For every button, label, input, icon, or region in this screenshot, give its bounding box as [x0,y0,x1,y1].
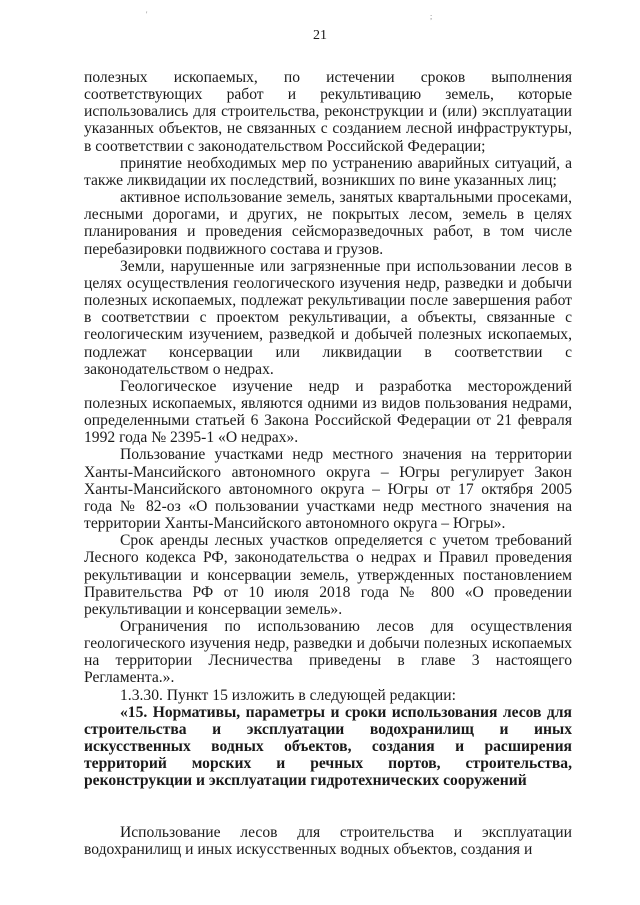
body-text [84,69,572,858]
paragraph: полезных ископаемых, по истечении сроков выполнения соответствующих работ и рекультивацию земель, которые использовались для строительства, реконструкции и (или) эксплуатации указанных объектов, не связанных с созданием лесной инфраструктуры, в соответствии с законодательством Российской Федерации; [84,69,572,155]
page-number: 21 [313,28,327,43]
scan-speck: ' [146,10,148,19]
paragraph: Пользование участками недр местного значения на территории Ханты-Мансийского автономного округа – Югры регулирует Закон Ханты-Мансийского автономного округа – Югры от 17 октября 2005 года № 82-оз «О пользовании участками недр местного значения на территории Ханты-Мансийского автономного округа – Югры». [84,446,572,533]
scan-speck: ; [430,12,433,21]
paragraph: Земли, нарушенные или загрязненные при использовании лесов в целях осуществления геологического изучения недр, разведки и добычи полезных ископаемых, подлежат рекультивации после завершения работ в соответствии с проектом рекультивации, а объекты, связанные с геологическим изучением, разведкой и добычей полезных ископаемых, подлежат консервации или ликвидации в соответствии с законодательством о недрах. [84,257,572,378]
paragraph: активное использование земель, занятых квартальными просеками, лесными дорогами, и других, не покрытых лесом, земель в целях планирования и проведения сейсморазведочных работ, в том числе перебазировки подвижного состава и грузов. [84,189,572,258]
paragraph: 1.3.30. Пункт 15 изложить в следующей редакции: [120,686,456,704]
paragraph: Ограничения по использованию лесов для осуществления геологического изучения недр, разведки и добычи полезных ископаемых на территории Лесничества приведены в главе 3 настоящего Регламента.». [84,618,572,687]
paragraph: Срок аренды лесных участков определяется с учетом требований Лесного кодекса РФ, законодательства о недрах и Правил проведения рекультивации и консервации земель, утвержденных постановлением Правительства РФ от 10 июля 2018 года № 800 «О проведении рекультивации и консервации земель». [84,532,572,618]
paragraph: Геологическое изучение недр и разработка месторождений полезных ископаемых, являются одними из видов пользования недрами, определенными статьей 6 Закона Российской Федерации от 21 февраля 1992 года № 2395-1 «О недрах». [84,377,572,447]
section-heading: «15. Нормативы, параметры и сроки использования лесов для строительства и эксплуатации водохранилищ и иных искусственных водных объектов, создания и расширения территорий морских и речных портов, строительства, реконструкции и эксплуатации гидротехнических сооружений [84,703,572,790]
paragraph: Использование лесов для строительства и эксплуатации водохранилищ и иных искусственных водных объектов, создания и [84,823,572,858]
paragraph: принятие необходимых мер по устранению аварийных ситуаций, а также ликвидации их последствий, возникших по вине указанных лиц; [84,154,572,189]
